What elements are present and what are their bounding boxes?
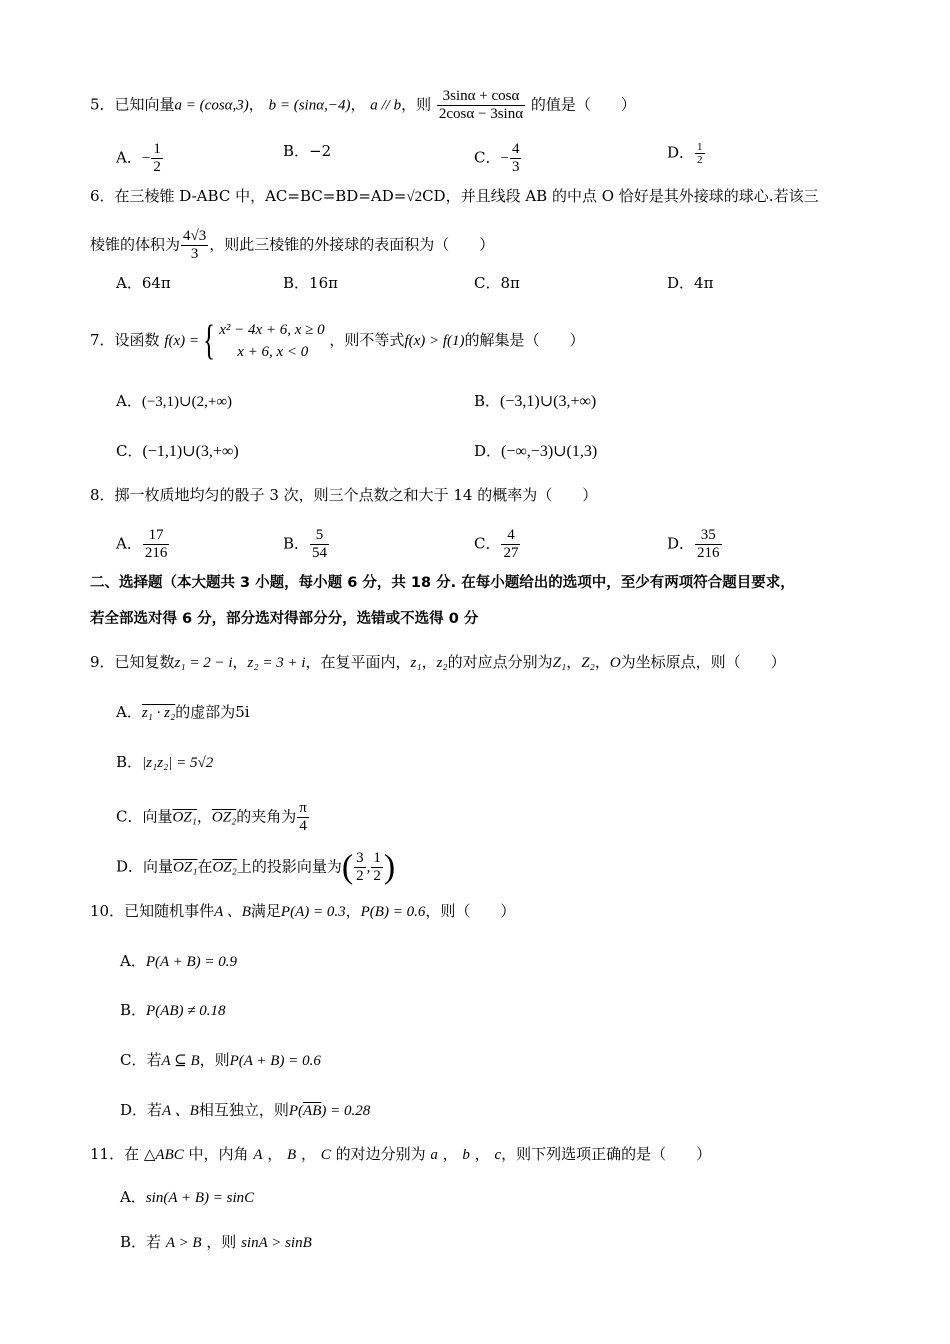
q8-b-num: 5 bbox=[310, 527, 329, 545]
q10-d-label: D．若 bbox=[120, 1101, 163, 1119]
q7-cases bbox=[219, 319, 324, 363]
q10-d-mid: 相互独立，则 bbox=[198, 1101, 289, 1119]
q7-b-value: (−3,1)∪(3,+∞) bbox=[500, 393, 597, 410]
q8-b-label: B． bbox=[283, 534, 310, 553]
q9-c-tail: 的夹角为 bbox=[236, 807, 297, 826]
q7-brace: { bbox=[203, 318, 216, 364]
q5-fraction bbox=[437, 88, 525, 123]
q5-option-d bbox=[667, 141, 706, 166]
q6-vol-num: 4√3 bbox=[183, 228, 207, 244]
q10-pb: P(B) = 0.6 bbox=[360, 904, 426, 920]
q9-Z2: Z₂ bbox=[581, 655, 595, 671]
q8-c-num: 4 bbox=[501, 527, 520, 545]
q7-a-value: (−3,1)∪(2,+∞) bbox=[141, 394, 233, 410]
q10-pa: P(A) = 0.3 bbox=[280, 904, 346, 920]
q6-option-b: B．16π bbox=[283, 274, 338, 292]
q10-stem-c: ，则（ ） bbox=[425, 902, 516, 920]
q7-option-a bbox=[116, 391, 232, 412]
q10-c-then: ，则 bbox=[199, 1051, 230, 1069]
q9-z1: z₁ = 2 − i bbox=[174, 655, 233, 671]
q11-b-then: ，则 bbox=[206, 1233, 237, 1251]
q11-side-a: a bbox=[430, 1147, 438, 1163]
q10-option-a bbox=[120, 951, 237, 972]
q5-c-sign: − bbox=[500, 150, 509, 167]
q8-d-num: 35 bbox=[695, 527, 722, 545]
q7-option-c bbox=[116, 441, 239, 462]
q5-a-den: 2 bbox=[153, 159, 161, 175]
q11-stem: 11．在 △ABC 中，内角 A ， B ， C 的对边分别为 a ， b ， c，则下列选项正确的是（ ） bbox=[90, 1145, 712, 1163]
q10-b-label: B． bbox=[120, 1001, 147, 1019]
q7-d-value: (−∞,−3)∪(1,3) bbox=[501, 443, 598, 460]
q8-c-den: 27 bbox=[503, 545, 519, 561]
q7-c-value: (−1,1)∪(3,+∞) bbox=[142, 443, 239, 460]
q9-b-expr: |z₁z₂| = 5√2 bbox=[142, 755, 214, 771]
q5-option-a bbox=[116, 141, 164, 176]
q8-b-den: 54 bbox=[312, 545, 328, 561]
q11-b-expr: sinA > sinB bbox=[241, 1235, 312, 1251]
q9-stem-d: 为坐标原点，则（ ） bbox=[620, 653, 786, 671]
q5-stem-text: 5．已知向量 bbox=[90, 95, 175, 114]
q7-stem bbox=[90, 318, 585, 363]
q9-b-label: B． bbox=[116, 753, 143, 771]
q7-b-label: B． bbox=[474, 392, 501, 410]
q9-stem: 9．已知复数z₁ = 2 − i，z₂ = 3 + i，在复平面内，z₁，z₂的对应点分别为Z₁，Z₂，O为坐标原点，则（ ） bbox=[90, 653, 786, 671]
q11-stem-a: 11．在 bbox=[90, 1145, 140, 1163]
q5-option-c bbox=[474, 141, 522, 176]
q9-d-num2: 1 bbox=[373, 850, 381, 866]
q8-a-label: A． bbox=[116, 534, 142, 553]
q9-c-vector1: OZ₁ bbox=[172, 809, 197, 826]
q9-O: O bbox=[609, 655, 621, 671]
q7-c-label: C． bbox=[116, 442, 143, 460]
q6-line1 bbox=[90, 186, 819, 207]
q6-line2 bbox=[90, 228, 494, 263]
q10-option-b bbox=[120, 1000, 226, 1021]
q5-b-text: B．−2 bbox=[283, 142, 332, 160]
q9-c-vector2: OZ₂ bbox=[211, 809, 237, 826]
q5-a-sign: − bbox=[141, 150, 151, 167]
q7-inequality: f(x) > f(1) bbox=[404, 333, 465, 349]
q10-d-cond: A 、B bbox=[162, 1103, 199, 1119]
q9-option-a bbox=[116, 702, 250, 723]
q9-Z1: Z₁ bbox=[552, 655, 567, 671]
section2-line1: 二、选择题（本大题共 3 小题，每小题 6 分，共 18 分. 在每小题给出的选项中，至少有两项符合题目要求， bbox=[90, 575, 795, 591]
q11-a-label: A． bbox=[120, 1188, 146, 1206]
q9-z2: z₂ = 3 + i bbox=[247, 655, 306, 671]
q10-d-expr-ab: $\overline{AB}$ bbox=[303, 1103, 322, 1119]
q7-a-label: A． bbox=[116, 392, 142, 410]
q7-fx: f(x) = bbox=[164, 333, 200, 349]
q11-stem-d: ，则下列选项正确的是（ ） bbox=[501, 1145, 712, 1163]
q10-d-expr-a: P( bbox=[288, 1103, 304, 1119]
q10-c-expr: P(A + B) = 0.6 bbox=[229, 1053, 321, 1069]
q10-stem: 10．已知随机事件A 、B满足P(A) = 0.3，P(B) = 0.6，则（ ） bbox=[90, 902, 516, 920]
q11-stem-c: 的对边分别为 bbox=[335, 1145, 426, 1163]
q6-line2-b: ，则此三棱锥的外接球的表面积为（ ） bbox=[209, 235, 495, 254]
q10-events: A 、B bbox=[214, 904, 251, 920]
q11-side-c: c bbox=[494, 1147, 502, 1163]
q8-option-b bbox=[283, 527, 330, 562]
q7-d-label: D． bbox=[474, 442, 502, 460]
q11-b-cond: A > B bbox=[165, 1235, 202, 1251]
q10-d-expr-b: ) = 0.28 bbox=[321, 1103, 371, 1119]
q8-option-a bbox=[116, 527, 170, 562]
q8-a-den: 216 bbox=[144, 545, 168, 561]
q5-a-num: 1 bbox=[153, 141, 161, 157]
q9-c-den: 4 bbox=[299, 818, 307, 834]
q8-stem: 8．掷一枚质地均匀的骰子 3 次，则三个点数之和大于 14 的概率为（ ） bbox=[90, 486, 598, 504]
q11-option-a bbox=[120, 1187, 254, 1208]
q5-d-den: 2 bbox=[697, 154, 703, 166]
q5-c-den: 3 bbox=[511, 159, 520, 175]
q7-stem-a: 7．设函数 bbox=[90, 331, 160, 349]
q11-stem-b: 中，内角 bbox=[188, 1145, 249, 1163]
q5-option-b bbox=[283, 141, 331, 161]
q10-option-d bbox=[120, 1100, 370, 1121]
q10-c-cond: A ⊆ B bbox=[161, 1053, 200, 1069]
q7-option-b bbox=[474, 391, 596, 412]
q10-b-expr: P(AB) ≠ 0.18 bbox=[146, 1003, 226, 1019]
q8-c-label: C． bbox=[474, 534, 501, 553]
q9-option-d: D．向量OZ₁在OZ₂上的投影向量为( $\frac{3}{2}$ , $\frac{1}{2}$ ) bbox=[116, 848, 396, 886]
q7-stem-c: 的解集是（ ） bbox=[464, 331, 585, 349]
q9-z2b: z₂ bbox=[436, 655, 448, 671]
q7-stem-b: ，则不等式 bbox=[329, 331, 405, 349]
q7-option-d bbox=[474, 441, 597, 462]
q10-c-label: C．若 bbox=[120, 1051, 162, 1069]
q5-frac-num: 3sinα + cosα bbox=[437, 88, 525, 106]
q6-option-d: D．4π bbox=[667, 274, 714, 292]
q5-c-label: C． bbox=[474, 148, 501, 167]
q11-angle-c: C bbox=[320, 1147, 331, 1163]
q11-angle-b: B bbox=[287, 1147, 297, 1163]
q9-d-num1: 3 bbox=[356, 850, 364, 866]
q6-option-a: A．64π bbox=[116, 274, 171, 292]
q10-option-c bbox=[120, 1050, 321, 1071]
q9-z1b: z₁ bbox=[410, 655, 422, 671]
q6-line1-a: 6．在三棱锥 D-ABC 中，AC=BC=BD=AD= bbox=[90, 187, 407, 205]
q5-vector-a: a = (cosα,3) bbox=[174, 97, 249, 114]
q8-option-c bbox=[474, 527, 521, 562]
section2-line2: 若全部选对得 6 分，部分选对得部分分，选错或不选得 0 分 bbox=[90, 611, 479, 627]
q6-sqrt: √2 bbox=[406, 189, 423, 205]
q11-b-label: B．若 bbox=[120, 1233, 162, 1251]
q9-d-den1: 2 bbox=[356, 868, 364, 884]
q10-stem-a: 10．已知随机事件 bbox=[90, 902, 215, 920]
q6-option-c: C．8π bbox=[474, 274, 520, 292]
q5-c-num: 4 bbox=[511, 141, 520, 157]
q5-stem: 5．已知向量a = (cosα,3)， b = (sinα,−4)， a // b，则 $\frac{3\sin\alpha + \cos\alpha}{2\cos\alpha - 3\sin\alpha}$ 的值是（ ） bbox=[90, 88, 636, 122]
q8-a-num: 17 bbox=[143, 527, 170, 545]
q10-a-expr: P(A + B) = 0.9 bbox=[145, 954, 238, 970]
q5-tail: 的值是（ ） bbox=[530, 95, 636, 114]
q9-stem-c: 的对应点分别为 bbox=[447, 653, 553, 671]
q8-d-label: D． bbox=[667, 534, 695, 553]
q10-a-label: A． bbox=[120, 952, 146, 970]
q9-d-vector1: OZ₁ bbox=[173, 859, 198, 876]
q9-d-label: D．向量 bbox=[116, 857, 174, 876]
q5-then: ，则 bbox=[401, 95, 432, 114]
q6-line2-a: 棱锥的体积为 bbox=[90, 235, 181, 254]
q7-case2: x + 6, x < 0 bbox=[237, 344, 309, 360]
q11-side-b: b bbox=[462, 1147, 470, 1163]
q8-option-d bbox=[667, 527, 723, 562]
q9-a-label: A． bbox=[116, 703, 142, 721]
q8-d-den: 216 bbox=[697, 545, 720, 561]
q9-option-b bbox=[116, 752, 213, 773]
q11-angle-a: A bbox=[253, 1147, 263, 1163]
q9-a-tail: 的虚部为5i bbox=[175, 703, 250, 721]
q9-d-den2: 2 bbox=[373, 868, 381, 884]
q6-line1-b: CD，并且线段 AB 的中点 O 恰好是其外接球的球心.若该三 bbox=[422, 187, 819, 205]
q5-d-label: D． bbox=[667, 143, 695, 162]
q9-d-mid: 在 bbox=[197, 857, 213, 876]
q9-c-label: C．向量 bbox=[116, 807, 173, 826]
q5-parallel: a // b bbox=[370, 97, 402, 114]
q9-d-vector2: OZ₂ bbox=[212, 859, 237, 876]
q5-d-num: 1 bbox=[697, 141, 703, 153]
q9-d-tail: 上的投影向量为 bbox=[236, 857, 342, 876]
q9-c-num: π bbox=[299, 800, 307, 816]
q5-frac-den: 2cosα − 3sinα bbox=[438, 106, 524, 122]
q7-case1: x² − 4x + 6, x ≥ 0 bbox=[219, 322, 325, 338]
q9-stem-a: 9．已知复数 bbox=[90, 653, 175, 671]
q11-triangle: △ABC bbox=[143, 1147, 184, 1163]
q9-option-c: C．向量OZ₁，OZ₂的夹角为 $\frac{\pi}{4}$ bbox=[116, 800, 307, 834]
q11-a-expr: sin(A + B) = sinC bbox=[145, 1190, 255, 1206]
q9-a-expr: z₁ · z₂ bbox=[141, 705, 176, 721]
q10-stem-b: 满足 bbox=[250, 902, 281, 920]
q6-vol-den: 3 bbox=[190, 246, 199, 262]
q11-option-b bbox=[120, 1232, 312, 1253]
q5-vector-b: b = (sinα,−4) bbox=[268, 97, 351, 114]
q9-stem-b: ，在复平面内， bbox=[305, 653, 411, 671]
q5-a-label: A． bbox=[116, 148, 142, 167]
